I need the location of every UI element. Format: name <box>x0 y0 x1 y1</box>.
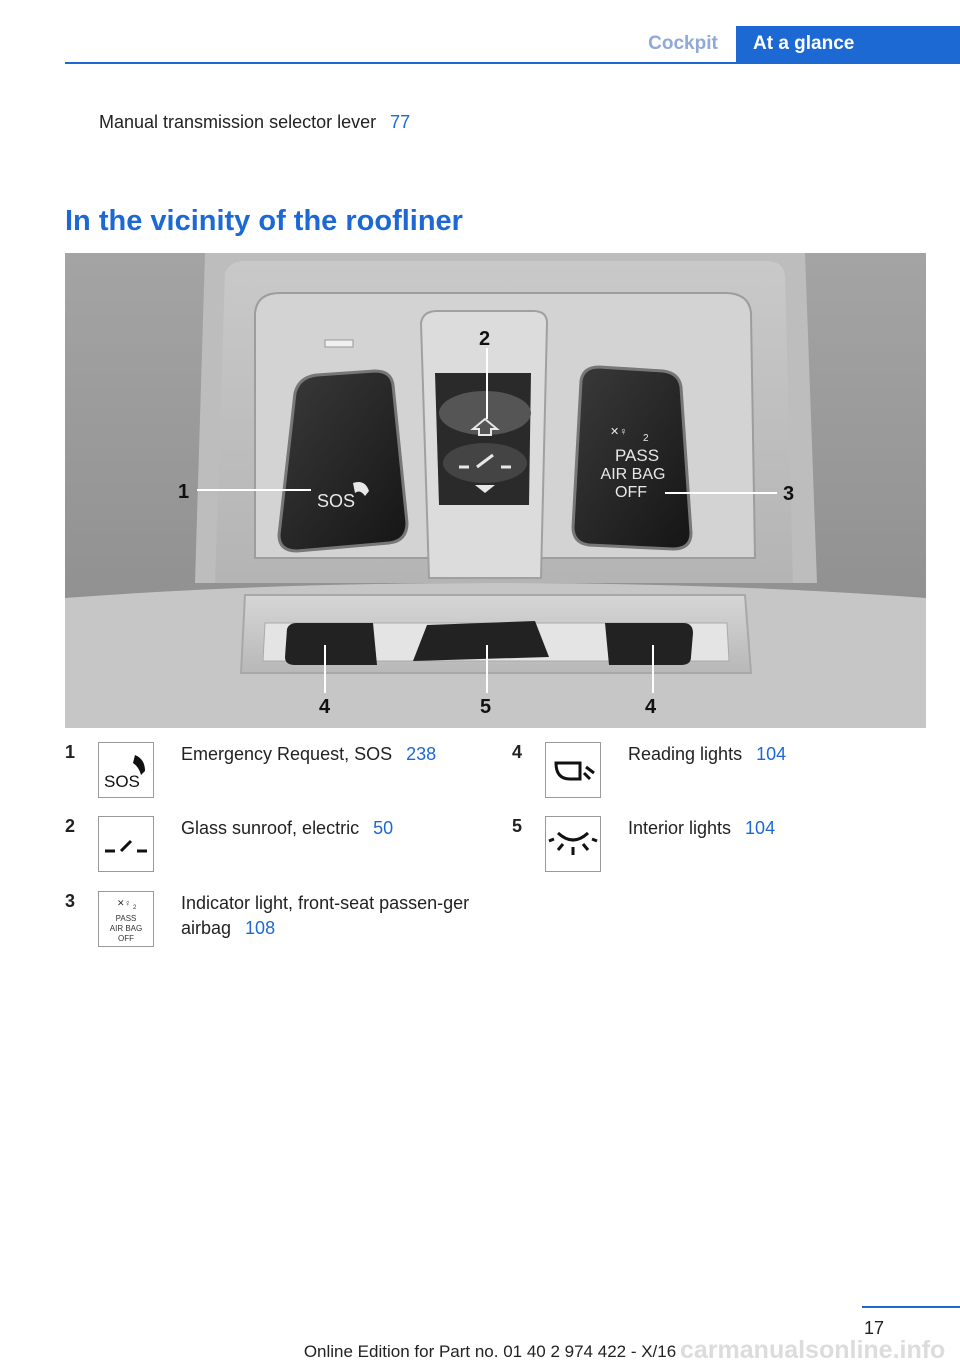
photo-airbag-line-3: OFF <box>615 484 647 501</box>
legend-text: Interior lights 104 <box>628 818 776 838</box>
svg-text:2: 2 <box>133 905 137 911</box>
intro-line <box>99 112 410 133</box>
interior-light-icon <box>545 816 601 872</box>
intro-page-link[interactable]: 77 <box>390 112 411 132</box>
svg-text:AIR BAG: AIR BAG <box>109 924 143 933</box>
callout-1: 1 <box>178 481 190 503</box>
callout-4-right: 4 <box>645 696 657 718</box>
legend-text: Indicator light, front-seat passen-ger airbag 108 <box>181 893 470 938</box>
edition-line: Online Edition for Part no. 01 40 2 974 422 - X/16 <box>303 1342 677 1361</box>
svg-text:2: 2 <box>643 433 649 444</box>
roofliner-photo <box>65 253 926 728</box>
sunroof-icon <box>98 816 154 872</box>
reading-light-icon <box>545 742 601 798</box>
chapter-tab-at-a-glance[interactable]: At a glance <box>736 26 960 62</box>
legend-number: 1 <box>65 742 76 762</box>
callout-2: 2 <box>479 328 491 350</box>
section-tab-cockpit[interactable]: Cockpit <box>632 26 734 62</box>
legend-number: 5 <box>512 816 523 836</box>
photo-airbag-line-2: AIR BAG <box>600 466 666 483</box>
section-heading: In the vicinity of the roofliner <box>65 205 463 237</box>
photo-airbag-line-1: PASS <box>614 446 660 465</box>
legend-page-link[interactable]: 104 <box>756 744 787 764</box>
legend-page-link[interactable]: 104 <box>745 818 776 838</box>
legend-number: 2 <box>65 816 76 836</box>
svg-text:OFF: OFF <box>118 934 134 943</box>
svg-text:✕♀: ✕♀ <box>610 426 628 438</box>
callout-5: 5 <box>480 696 492 718</box>
legend-text: Reading lights 104 <box>628 744 787 764</box>
intro-text: Manual transmission selector lever <box>99 112 377 132</box>
legend-number: 3 <box>65 891 76 911</box>
legend-page-link[interactable]: 238 <box>406 744 437 764</box>
legend-text: Glass sunroof, electric 50 <box>181 818 394 838</box>
svg-text:PASS: PASS <box>115 914 137 923</box>
passenger-airbag-off-icon <box>98 891 154 947</box>
legend-page-link[interactable]: 50 <box>373 818 394 838</box>
legend-number: 4 <box>512 742 523 762</box>
legend-text: Emergency Request, SOS 238 <box>181 744 437 764</box>
watermark: carmanualsonline.info <box>680 1336 946 1362</box>
svg-text:✕♀: ✕♀ <box>117 898 132 908</box>
callout-3: 3 <box>783 483 795 505</box>
photo-sos-label: SOS <box>317 491 356 511</box>
svg-text:SOS: SOS <box>104 772 140 791</box>
footer-rule <box>862 1306 960 1308</box>
legend-page-link[interactable]: 108 <box>245 918 276 938</box>
page-number: 17 <box>864 1318 885 1338</box>
callout-4-left: 4 <box>319 696 331 718</box>
sos-phone-icon <box>98 742 154 798</box>
header-rule <box>65 62 960 64</box>
